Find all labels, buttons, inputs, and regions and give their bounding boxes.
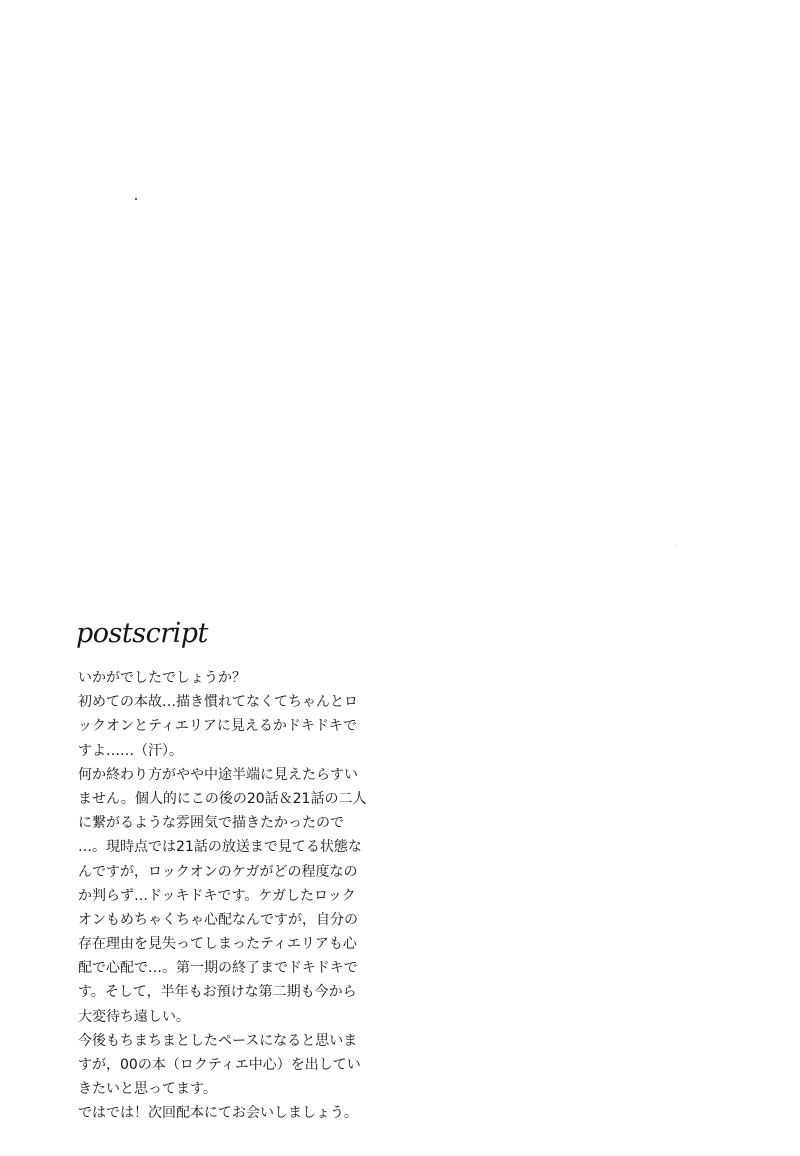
text-line: きたいと思ってます。	[78, 1081, 217, 1098]
text-line: んですが，ロックオンのケガがどの程度なの	[78, 863, 358, 880]
ink-speck	[135, 198, 137, 200]
text-line: ではでは！次回配本にてお会いしましょう。	[78, 1105, 358, 1122]
text-line: ません。個人的にこの後の20話＆21話の二人	[78, 790, 367, 807]
text-line: …。現時点では21話の放送まで見てる状態な	[78, 839, 362, 856]
text-line: すよ……（汗）。	[78, 742, 183, 759]
text-line: 配で心配で…。第一期の終了までドキドキで	[78, 960, 358, 977]
text-line: 初めての本故…描き慣れてなくてちゃんとロ	[78, 694, 358, 711]
postscript-heading: postscript	[76, 618, 208, 649]
postscript-body	[78, 666, 408, 1126]
text-line: 何か終わり方がやや中途半端に見えたらすい	[78, 766, 358, 783]
text-line: に繋がるような雰囲気で描きたかったので	[78, 815, 344, 832]
text-line: ックオンとティエリアに見えるかドキドキで	[78, 718, 357, 735]
text-line: か判らず…ドッキドキです。ケガしたロック	[78, 887, 356, 904]
text-line: すが，00の本（ロクティエ中心）を出してい	[78, 1057, 361, 1073]
text-line: 大変待ち遠しい。	[78, 1008, 190, 1025]
text-line: 今後もちまちまとしたペースになると思いま	[78, 1032, 358, 1049]
text-line: 存在理由を見失ってしまったティエリアも心	[78, 936, 357, 953]
text-line: オンもめちゃくちゃ心配なんですが，自分の	[78, 911, 358, 928]
ink-speck	[676, 545, 677, 546]
text-line: いかがでしたでしょうか？	[78, 670, 246, 686]
text-line: す。そして，半年もお預けな第二期も今から	[78, 984, 357, 1001]
